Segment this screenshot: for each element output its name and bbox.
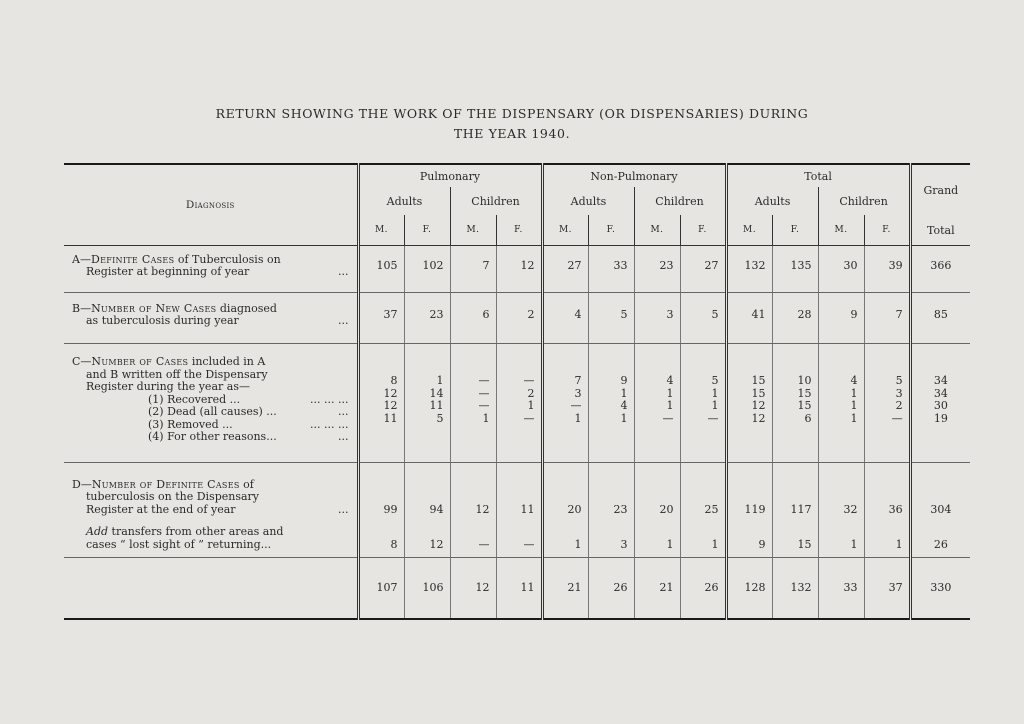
value-cell	[588, 344, 634, 463]
value-line: 4	[620, 399, 628, 412]
col-f: F.	[680, 215, 726, 246]
value-line: 20	[659, 503, 674, 516]
value-cell: 9	[818, 293, 864, 344]
value-line: 11	[383, 411, 398, 425]
col-f: F.	[772, 215, 818, 246]
value-line: 94	[429, 503, 444, 516]
value-line: —	[478, 386, 490, 400]
col-m: M.	[450, 215, 496, 246]
value-line: 4	[666, 374, 674, 387]
value-line: 304	[930, 503, 952, 516]
value-cell: 12	[496, 246, 542, 293]
value-line: 5	[436, 411, 444, 425]
value-cell: 5	[680, 293, 726, 344]
value-line: 119	[744, 503, 766, 516]
value-line: 1	[574, 537, 582, 551]
value-cell: 105	[358, 246, 404, 293]
pulm-children-header: Children	[450, 187, 542, 215]
value-line: 6	[804, 411, 812, 425]
value-cell	[496, 463, 542, 558]
value-line: 11	[429, 399, 444, 412]
value-line: 1	[666, 399, 674, 412]
value-cell: 21	[542, 558, 588, 620]
diagnosis-header: Diagnosis	[64, 164, 358, 246]
dispensary-return-table	[64, 163, 970, 620]
value-line: —	[523, 374, 535, 387]
value-cell	[772, 463, 818, 558]
value-line: 3	[895, 386, 903, 400]
value-line: 2	[527, 386, 535, 400]
value-line: 15	[751, 386, 766, 400]
value-line: 36	[888, 503, 903, 516]
value-cell: 2	[496, 293, 542, 344]
value-line: 1	[527, 399, 535, 412]
value-line: 8	[390, 374, 398, 387]
value-line: 9	[620, 374, 628, 387]
value-line: 8	[390, 537, 398, 551]
value-cell	[496, 344, 542, 463]
value-line: —	[570, 399, 582, 412]
value-cell: 6	[450, 293, 496, 344]
value-cell: 21	[634, 558, 680, 620]
value-line: —	[478, 374, 490, 387]
value-line: 1	[620, 386, 628, 400]
value-line: 12	[751, 399, 766, 412]
value-line: 12	[475, 503, 490, 516]
value-line: —	[478, 537, 490, 551]
table-row	[64, 344, 970, 463]
value-cell	[542, 463, 588, 558]
value-cell	[358, 344, 404, 463]
non-pulmonary-header: Non-Pulmonary	[542, 164, 726, 187]
value-cell: 33	[818, 558, 864, 620]
value-line: 20	[567, 503, 582, 516]
value-cell	[772, 344, 818, 463]
value-line: 5	[895, 374, 903, 387]
table-row	[64, 463, 970, 558]
value-line: 9	[758, 537, 766, 551]
row-label: D—Number of Definite Cases of tuberculosis on the Dispensary Register at the end of year ... Add transfers from other areas and cases “ lost sight of ” returning...	[64, 463, 358, 558]
value-line: —	[523, 537, 535, 551]
value-line: 10	[797, 374, 812, 387]
value-cell: 26	[680, 558, 726, 620]
value-line: 3	[574, 386, 582, 400]
value-line: 3	[620, 537, 628, 551]
value-line: 15	[751, 374, 766, 387]
table-row	[64, 246, 970, 293]
value-line: 1	[850, 386, 858, 400]
value-line: 117	[790, 503, 812, 516]
value-cell	[450, 463, 496, 558]
value-line: 1	[850, 537, 858, 551]
title-line-1: RETURN SHOWING THE WORK OF THE DISPENSARY (OR DISPENSARIES) DURING	[215, 106, 809, 121]
value-cell	[588, 463, 634, 558]
row-label: A—Definite Cases of Tuberculosis on Register at beginning of year ...	[64, 246, 358, 293]
value-line: 1	[711, 537, 719, 551]
totals-label	[64, 558, 358, 620]
value-cell: 41	[726, 293, 772, 344]
col-m: M.	[358, 215, 404, 246]
value-cell	[358, 463, 404, 558]
value-cell: 135	[772, 246, 818, 293]
value-cell: 128	[726, 558, 772, 620]
value-line: 11	[520, 503, 535, 516]
value-line: —	[478, 399, 490, 412]
value-cell: 7	[864, 293, 910, 344]
value-line: 7	[574, 374, 582, 387]
row-label: B—Number of New Cases diagnosed as tuberculosis during year ...	[64, 293, 358, 344]
col-f: F.	[404, 215, 450, 246]
value-line: 12	[751, 411, 766, 425]
value-cell	[634, 344, 680, 463]
value-cell: 11	[496, 558, 542, 620]
grand-total-cell: 366	[910, 246, 970, 293]
value-cell: 107	[358, 558, 404, 620]
pulm-adults-header: Adults	[358, 187, 450, 215]
pulmonary-header: Pulmonary	[358, 164, 542, 187]
value-line: 1	[666, 537, 674, 551]
page-title	[0, 104, 1024, 144]
value-cell: 37	[864, 558, 910, 620]
value-cell	[634, 463, 680, 558]
grand-total-header: Total	[910, 215, 970, 246]
value-cell	[864, 463, 910, 558]
value-line: 2	[895, 399, 903, 412]
totals-row	[64, 558, 970, 620]
value-cell: 26	[588, 558, 634, 620]
value-line: 1	[574, 411, 582, 425]
value-cell: 37	[358, 293, 404, 344]
value-line: 19	[933, 411, 948, 425]
grand-header: Grand	[910, 164, 970, 215]
value-cell: 106	[404, 558, 450, 620]
value-line: 34	[933, 386, 948, 400]
value-line: —	[523, 411, 535, 425]
value-line: 1	[620, 411, 628, 425]
value-line: 14	[429, 386, 444, 400]
value-line: 25	[704, 503, 719, 516]
value-line: —	[662, 411, 674, 425]
value-cell: 28	[772, 293, 818, 344]
value-line: 26	[933, 537, 948, 551]
value-cell	[726, 344, 772, 463]
value-cell: 4	[542, 293, 588, 344]
value-line: 12	[429, 537, 444, 551]
grand-total-cell	[910, 344, 970, 463]
value-cell: 5	[588, 293, 634, 344]
value-line: 23	[613, 503, 628, 516]
value-cell	[450, 344, 496, 463]
value-cell	[818, 344, 864, 463]
value-cell	[680, 463, 726, 558]
value-cell: 7	[450, 246, 496, 293]
col-f: F.	[588, 215, 634, 246]
value-line: 4	[850, 374, 858, 387]
value-cell	[818, 463, 864, 558]
value-line: 1	[436, 374, 444, 387]
total-header: Total	[726, 164, 910, 187]
grand-total-cell	[910, 463, 970, 558]
total-adults-header: Adults	[726, 187, 818, 215]
value-cell: 30	[818, 246, 864, 293]
value-line: 1	[666, 386, 674, 400]
table-row	[64, 293, 970, 344]
value-cell: 12	[450, 558, 496, 620]
value-line: —	[891, 411, 903, 425]
value-cell	[864, 344, 910, 463]
value-cell	[404, 463, 450, 558]
value-line: 15	[797, 537, 812, 551]
value-line: 1	[482, 411, 490, 425]
value-cell: 132	[726, 246, 772, 293]
value-line: 12	[383, 386, 398, 400]
value-line: 1	[711, 399, 719, 412]
col-m: M.	[818, 215, 864, 246]
col-m: M.	[726, 215, 772, 246]
value-line: 1	[895, 537, 903, 551]
nonpulm-adults-header: Adults	[542, 187, 634, 215]
col-m: M.	[634, 215, 680, 246]
total-children-header: Children	[818, 187, 910, 215]
value-cell: 33	[588, 246, 634, 293]
grand-total-cell: 330	[910, 558, 970, 620]
value-cell: 23	[404, 293, 450, 344]
value-line: 15	[797, 386, 812, 400]
value-cell: 102	[404, 246, 450, 293]
value-cell: 39	[864, 246, 910, 293]
value-line: 34	[933, 374, 948, 387]
value-line: 12	[383, 399, 398, 412]
value-line: 5	[711, 374, 719, 387]
value-line: 1	[850, 399, 858, 412]
value-cell: 23	[634, 246, 680, 293]
value-cell	[726, 463, 772, 558]
value-cell: 3	[634, 293, 680, 344]
col-f: F.	[864, 215, 910, 246]
value-line: 99	[383, 503, 398, 516]
value-line: 30	[933, 399, 948, 412]
title-line-2: THE YEAR 1940.	[453, 126, 571, 141]
value-line: —	[707, 411, 719, 425]
col-m: M.	[542, 215, 588, 246]
grand-total-cell: 85	[910, 293, 970, 344]
value-cell: 27	[680, 246, 726, 293]
row-label: C—Number of Cases included in A and B written off the Dispensary Register during the year as— (1) Recovered ... ... ... ... (2) Dead (all causes) ... ... (3) Removed ... ... ... ... (4) For other reasons... ...	[64, 344, 358, 463]
col-f: F.	[496, 215, 542, 246]
value-line: 15	[797, 399, 812, 412]
value-cell	[404, 344, 450, 463]
nonpulm-children-header: Children	[634, 187, 726, 215]
value-cell: 132	[772, 558, 818, 620]
value-line: 32	[843, 503, 858, 516]
value-cell	[680, 344, 726, 463]
value-cell: 27	[542, 246, 588, 293]
value-line: 1	[850, 411, 858, 425]
value-line: 1	[711, 386, 719, 400]
value-cell	[542, 344, 588, 463]
